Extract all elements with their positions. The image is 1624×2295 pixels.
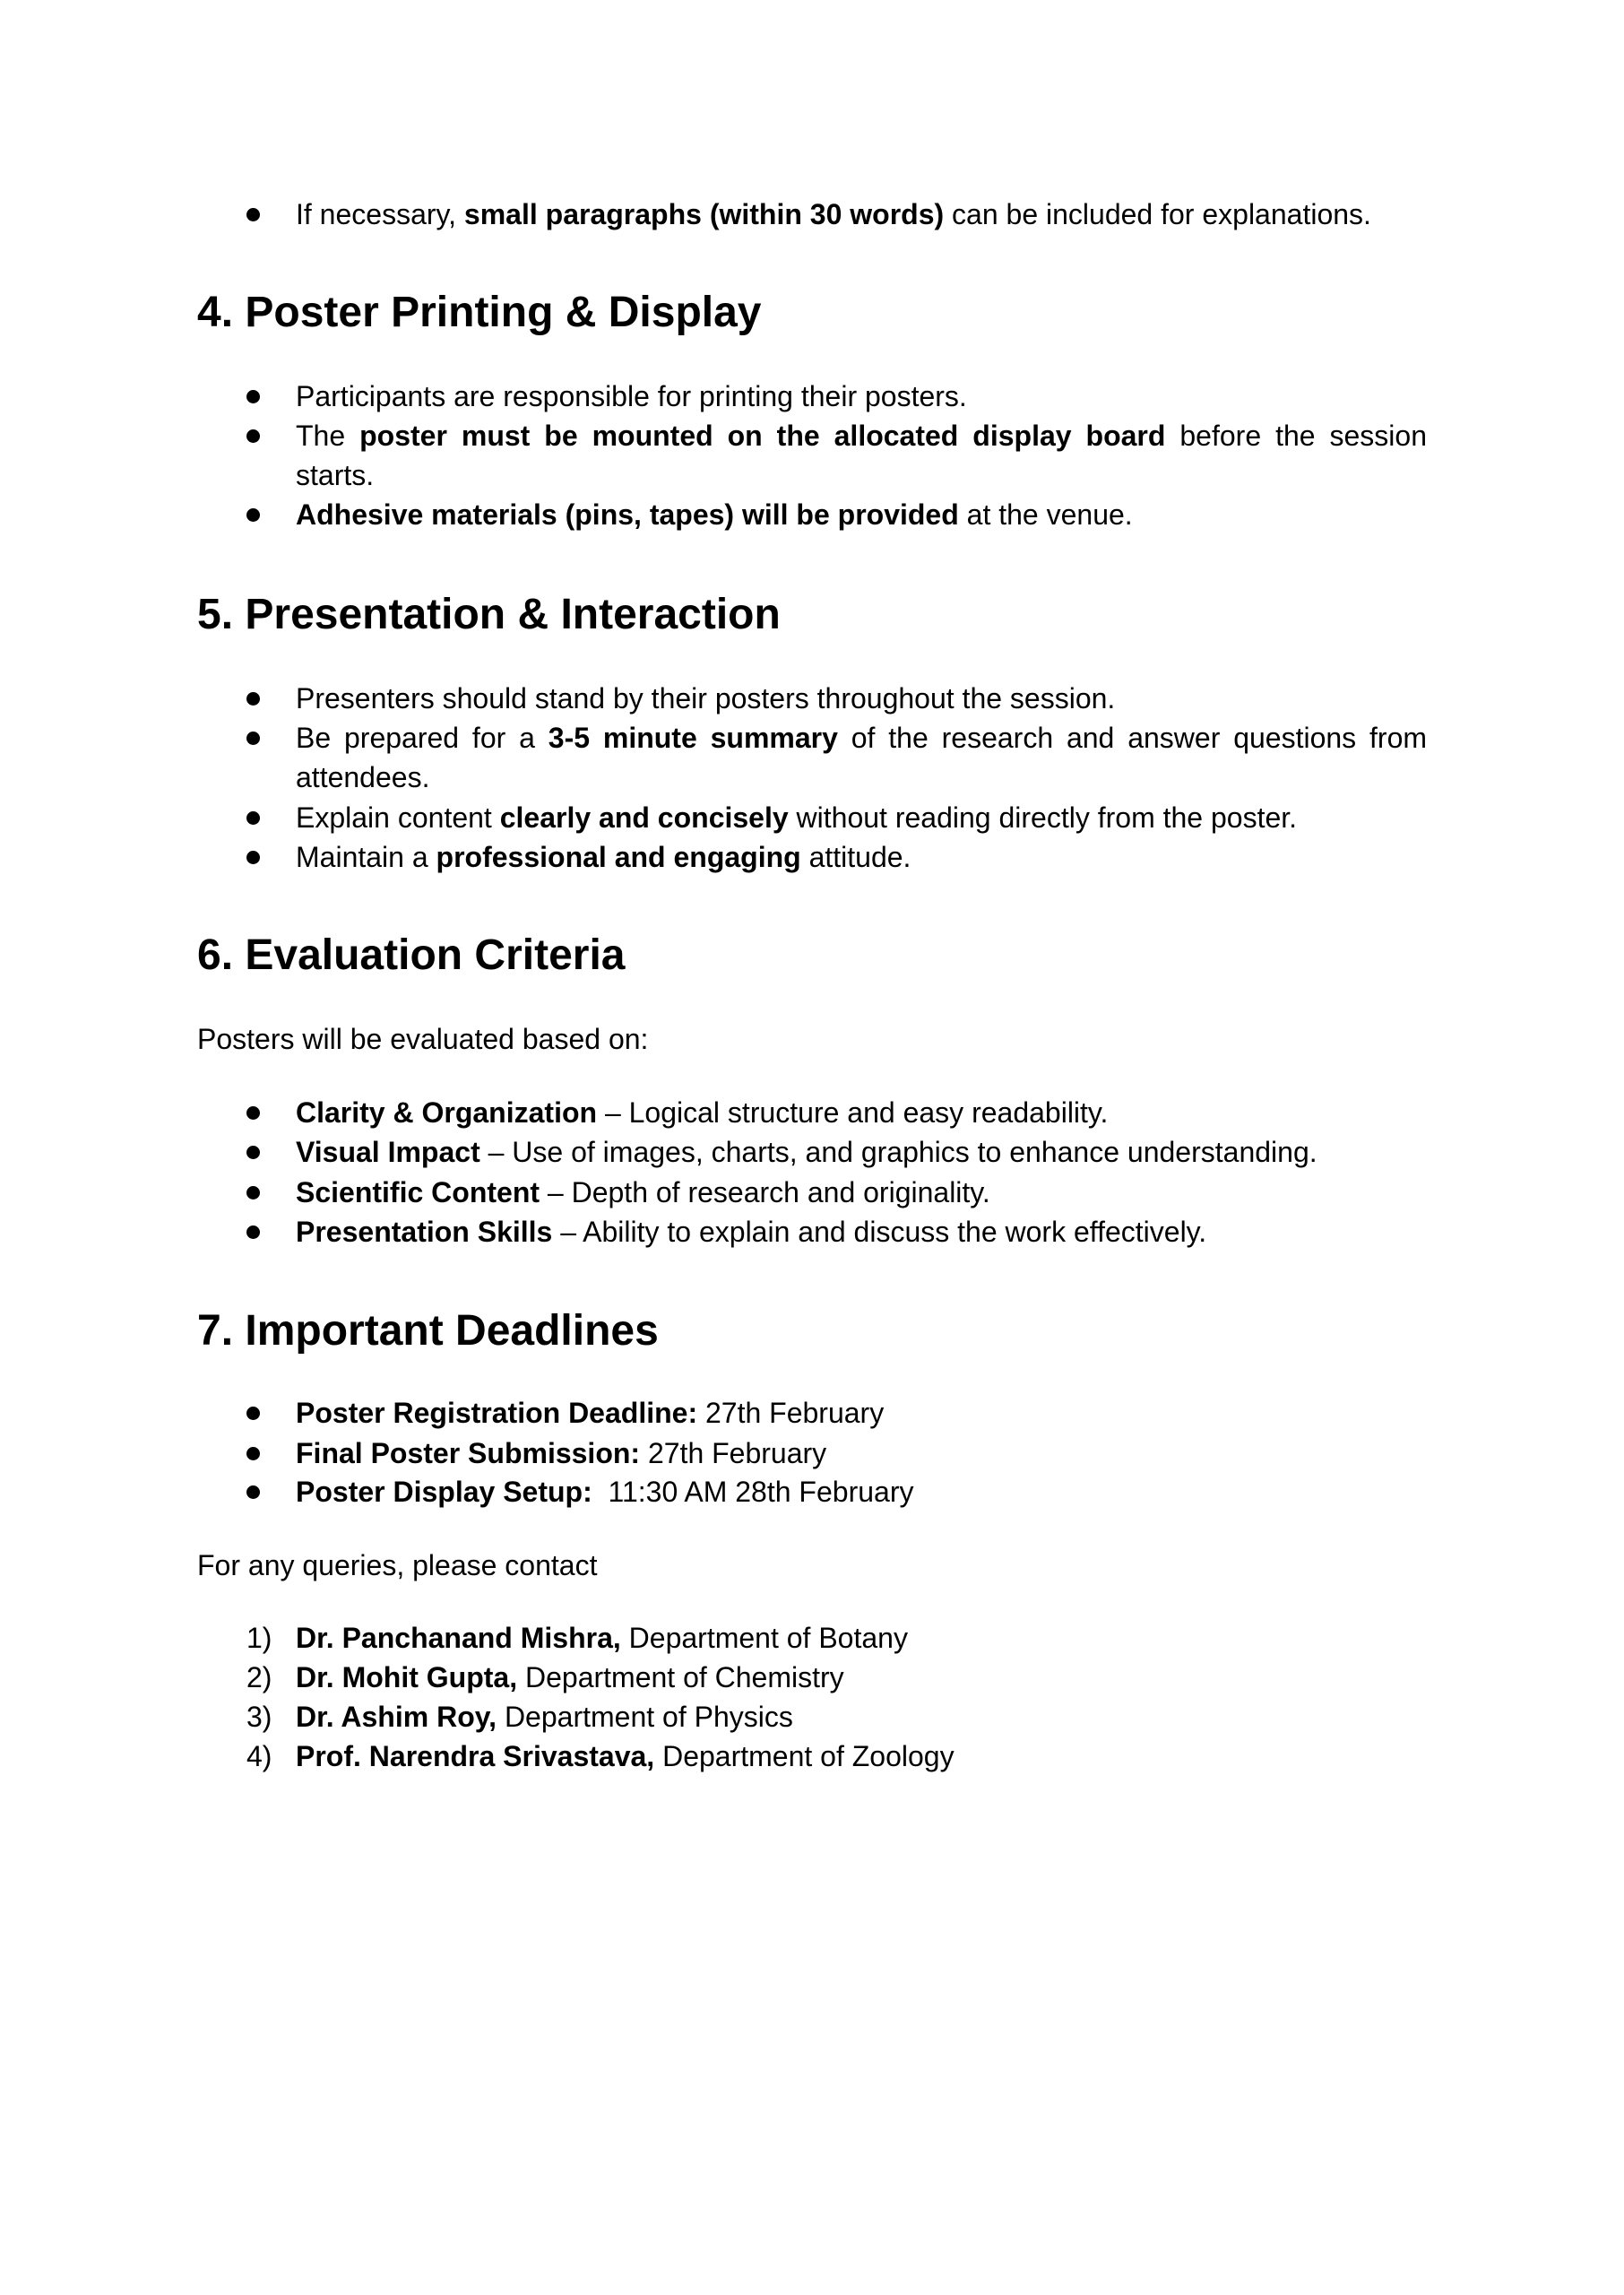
bullet-icon — [246, 1407, 260, 1420]
bullet-icon — [246, 508, 260, 522]
bullet-icon — [246, 1225, 260, 1239]
paragraph: For any queries, please contact — [197, 1549, 598, 1581]
list-item-text: Be prepared for a 3-5 minute summary of the research and answer questions from attendees. — [296, 722, 1428, 793]
list-number: 4) — [246, 1740, 272, 1772]
contact-text: Dr. Panchanand Mishra, Department of Botany — [296, 1622, 908, 1654]
list-item-text: Presentation Skills – Ability to explain and discuss the work effectively. — [296, 1216, 1207, 1248]
list-item-text: Explain content clearly and concisely without reading directly from the poster. — [296, 801, 1298, 834]
bullet-icon — [246, 692, 260, 706]
list-item-text: Scientific Content – Depth of research and originality. — [296, 1176, 990, 1208]
list-number: 2) — [246, 1661, 272, 1693]
list-item-text: Visual Impact – Use of images, charts, and graphics to enhance understanding. — [296, 1136, 1317, 1168]
list-item-text: Final Poster Submission: 27th February — [296, 1437, 827, 1469]
bullet-icon — [246, 208, 260, 221]
contact-text: Dr. Ashim Roy, Department of Physics — [296, 1701, 793, 1733]
bullet-icon — [246, 1146, 260, 1159]
section-heading: 7. Important Deadlines — [197, 1307, 659, 1355]
list-number: 1) — [246, 1622, 272, 1654]
list-item-text: Participants are responsible for printing their posters. — [296, 380, 967, 412]
list-item-text: The poster must be mounted on the allocated display board before the session starts. — [296, 420, 1428, 491]
bullet-icon — [246, 1186, 260, 1199]
list-item-text: If necessary, small paragraphs (within 30 words) can be included for explanations. — [296, 198, 1371, 230]
list-item-text: Maintain a professional and engaging attitude. — [296, 841, 911, 873]
list-item-text: Poster Display Setup: 11:30 AM 28th February — [296, 1476, 914, 1508]
bullet-icon — [246, 811, 260, 825]
list-item-text: Presenters should stand by their posters throughout the session. — [296, 682, 1116, 714]
list-number: 3) — [246, 1701, 272, 1733]
bullet-icon — [246, 851, 260, 864]
section-heading: 5. Presentation & Interaction — [197, 591, 781, 638]
list-item-text: Poster Registration Deadline: 27th February — [296, 1397, 885, 1429]
bullet-icon — [246, 429, 260, 443]
bullet-icon — [246, 390, 260, 403]
bullet-icon — [246, 1447, 260, 1460]
section-heading: 6. Evaluation Criteria — [197, 931, 626, 979]
contact-text: Prof. Narendra Srivastava, Department of Zoology — [296, 1740, 955, 1772]
contact-text: Dr. Mohit Gupta, Department of Chemistry — [296, 1661, 844, 1693]
bullet-icon — [246, 1485, 260, 1499]
bullet-icon — [246, 732, 260, 745]
paragraph: Posters will be evaluated based on: — [197, 1023, 649, 1055]
bullet-icon — [246, 1106, 260, 1120]
list-item-text: Adhesive materials (pins, tapes) will be provided at the venue. — [296, 498, 1133, 531]
section-heading: 4. Poster Printing & Display — [197, 289, 762, 336]
list-item-text: Clarity & Organization – Logical structure and easy readability. — [296, 1096, 1109, 1129]
